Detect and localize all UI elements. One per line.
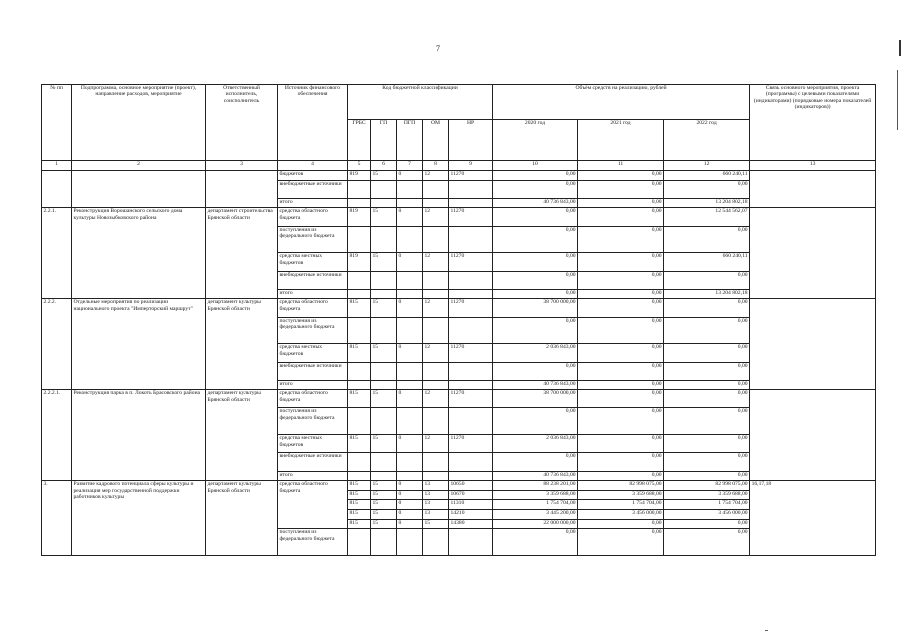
table-row: внебюджетные источники 0,00 0,00 0,00	[42, 362, 876, 380]
source-label: итого	[278, 289, 348, 299]
table-row: средства местных бюджетов 819 15 0 12 11270 0,00 0,00 660 240,11	[42, 253, 876, 271]
page-number: 7	[436, 44, 440, 53]
row-num: 3.	[42, 481, 72, 556]
source-label: средства областного бюджета	[278, 208, 348, 226]
header-year-2020: 2020 год	[493, 120, 578, 161]
header-num: № пп	[42, 85, 72, 161]
colnum: 2	[72, 161, 206, 171]
table-row: внебюджетные источники 0,00 0,00 0,00	[42, 453, 876, 471]
table-row-total: итого 40 736 843,00 0,00 0,00	[42, 471, 876, 481]
row-num: 2.2.2.1.	[42, 390, 72, 481]
colnum: 6	[371, 161, 397, 171]
header-source: Источник финансового обеспечения	[278, 85, 348, 161]
header-amount: Объём средств на реализацию, рублей	[493, 85, 750, 120]
row-executor: департамент культуры Брянской области	[206, 390, 278, 481]
row-name: Отдельные мероприятия по реализации национального проекта "Имперторский маршрут"	[72, 299, 206, 390]
source-label: поступления из федерального бюджета	[278, 529, 348, 556]
colnum: 9	[449, 161, 493, 171]
row-executor: департамент строительства Брянской области	[206, 208, 278, 299]
header-subprogram: Подпрограмма, основное мероприятие (проект), направление расходов, мероприятие	[72, 85, 206, 161]
table-row: внебюджетные источники 0,00 0,00 0,00	[42, 271, 876, 289]
colnum: 1	[42, 161, 72, 171]
column-number-row	[42, 161, 876, 171]
scan-dot	[765, 630, 768, 631]
colnum: 8	[423, 161, 449, 171]
table-row: поступления из федерального бюджета 0,00 0,00 0,00	[42, 317, 876, 344]
row-executor: департамент культуры Брянской области	[206, 299, 278, 390]
table-row: 2.2.1. Реконструкция Ворошанского сельского дома культуры Новозыбковского района департамент строительства Брянской области средства областного бюджета 819 15 0 12 11270 0,00 0,00 12 544 562,07	[42, 208, 876, 226]
source-label: средства областного бюджета	[278, 481, 348, 529]
row-executor: департамент культуры Брянской области	[206, 481, 278, 556]
source-label: итого	[278, 380, 348, 390]
source-label: средства местных бюджетов	[278, 435, 348, 453]
source-label: внебюджетные источники	[278, 271, 348, 289]
table-row: 815 15 0 15 14380 22 000 000,00 0,00 0,00	[42, 519, 876, 529]
source-label: поступления из федерального бюджета	[278, 317, 348, 344]
scan-edge-line	[897, 70, 898, 130]
source-label: бюджетов	[278, 171, 348, 181]
header-year-2021: 2021 год	[578, 120, 664, 161]
source-label: поступления из федерального бюджета	[278, 408, 348, 435]
table-row: поступления из федерального бюджета 0,00 0,00 0,00	[42, 408, 876, 435]
table-row: 815 15 0 13 11310 1 754 704,00 1 754 704,00 1 754 704,00	[42, 500, 876, 510]
colnum: 3	[206, 161, 278, 171]
table-row: поступления из федерального бюджета 0,00 0,00 0,00	[42, 226, 876, 253]
header-executor: Ответственный исполнитель, соисполнитель	[206, 85, 278, 161]
colnum: 10	[493, 161, 578, 171]
header-code-grbs: ГРБС	[348, 120, 371, 161]
colnum: 7	[397, 161, 423, 171]
colnum: 13	[750, 161, 876, 171]
source-label: средства местных бюджетов	[278, 344, 348, 362]
table-row: бюджетов 819 15 0 12 11270 0,00 0,00 660 240,11	[42, 171, 876, 181]
row-name: Реконструкция Ворошанского сельского дома культуры Новозыбковского района	[72, 208, 206, 299]
table-row: внебюджетные источники 0,00 0,00 0,00	[42, 180, 876, 198]
row-link: 16,17,18	[750, 481, 876, 556]
colnum: 12	[664, 161, 750, 171]
source-label: внебюджетные источники	[278, 453, 348, 471]
source-label: внебюджетные источники	[278, 362, 348, 380]
source-label: средства областного бюджета	[278, 299, 348, 317]
source-label: итого	[278, 471, 348, 481]
table-row: 3. Развитие кадрового потенциала сферы культуры и реализация мер государственной поддержки работников культуры департамент культуры Брянской области средства областного бюджета 815 15 0 13 10650 88 238 201,00 82 998 075,00 82 998 075,00 16,17,18	[42, 481, 876, 491]
header-code-gp: ГП	[371, 120, 397, 161]
table-row: средства местных бюджетов 815 15 0 12 11270 2 036 843,00 0,00 0,00	[42, 435, 876, 453]
header-year-2022: 2022 год	[664, 120, 750, 161]
row-name: Реконструкция парка в п. Локоть Брасовского района	[72, 390, 206, 481]
header-code-om: ОМ	[423, 120, 449, 161]
source-label: внебюджетные источники	[278, 180, 348, 198]
budget-table	[41, 84, 876, 556]
source-label: поступления из федерального бюджета	[278, 226, 348, 253]
header-link: Связь основного мероприятия, проекта (программы) с целевыми показателями (индикаторами) (порядковые номера показателей (индикаторов))	[750, 85, 876, 161]
table-row-total: итого 0,00 0,00 13 204 802,18	[42, 289, 876, 299]
row-num: 2.2.1.	[42, 208, 72, 299]
colnum: 5	[348, 161, 371, 171]
table-row: 815 15 0 13 10670 3 359 688,00 3 359 688,00 3 359 688,00	[42, 490, 876, 500]
row-name: Развитие кадрового потенциала сферы культуры и реализация мер государственной поддержки работников культуры	[72, 481, 206, 556]
header-code-nr: НР	[449, 120, 493, 161]
row-num: 2.2.2.	[42, 299, 72, 390]
source-label: средства местных бюджетов	[278, 253, 348, 271]
colnum: 4	[278, 161, 348, 171]
table-row-total: итого 40 736 843,00 0,00 13 204 802,18	[42, 198, 876, 208]
table-row: 2.2.2. Отдельные мероприятия по реализации национального проекта "Имперторский маршрут" департамент культуры Брянской области средства областного бюджета 815 15 0 12 11270 38 700 000,00 0,00 0,00	[42, 299, 876, 317]
table-row-total: итого 40 736 843,00 0,00 0,00	[42, 380, 876, 390]
header-budget-code: Код бюджетной классификации	[348, 85, 493, 120]
table-row: поступления из федерального бюджета 0,00 0,00 0,00	[42, 529, 876, 556]
colnum: 11	[578, 161, 664, 171]
source-label: средства областного бюджета	[278, 390, 348, 408]
scan-edge-mark	[899, 40, 901, 56]
source-label: итого	[278, 198, 348, 208]
table-row: 2.2.2.1. Реконструкция парка в п. Локоть Брасовского района департамент культуры Брянской области средства областного бюджета 815 15 0 12 11270 38 700 000,00 0,00 0,00	[42, 390, 876, 408]
table-row: средства местных бюджетов 815 15 0 12 11270 2 036 843,00 0,00 0,00	[42, 344, 876, 362]
header-code-pgp: ПГП	[397, 120, 423, 161]
table-row: 815 15 0 13 14210 3 445 200,00 3 456 000,00 3 456 000,00	[42, 510, 876, 520]
